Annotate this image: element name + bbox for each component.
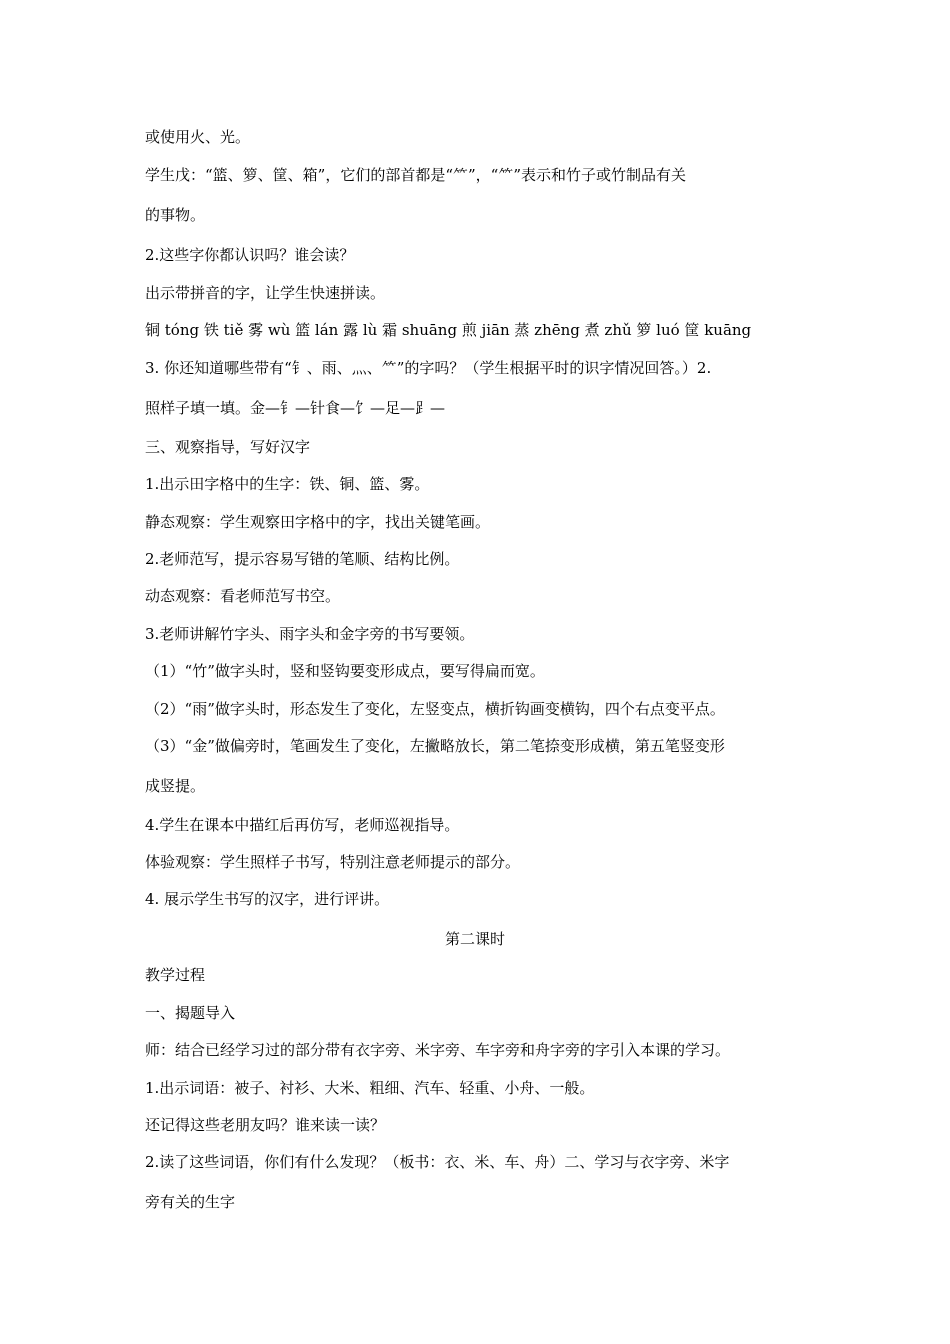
text-line: 2.老师范写，提示容易写错的笔顺、结构比例。	[145, 550, 460, 568]
text-line: （2）“雨”做字头时，形态发生了变化，左竖变点，横折钩画变横钩，四个右点变平点。	[145, 700, 725, 718]
section-heading: 一、揭题导入	[145, 1004, 236, 1022]
text-line: 2.读了这些词语，你们有什么发现？（板书：衣、米、车、舟）二、学习与衣字旁、米字	[145, 1153, 730, 1171]
text-line: 或使用火、光。	[145, 128, 251, 146]
lesson-heading: 第二课时	[444, 930, 505, 948]
text-line: 静态观察：学生观察田字格中的字，找出关键笔画。	[145, 513, 491, 531]
text-line: 2.这些字你都认识吗？谁会读？	[145, 246, 355, 264]
text-line: 师：结合已经学习过的部分带有衣字旁、米字旁、车字旁和舟字旁的字引入本课的学习。	[145, 1041, 731, 1059]
text-line: 1.出示田字格中的生字：铁、铜、篮、雾。	[145, 475, 430, 493]
text-line: 成竖提。	[145, 777, 206, 795]
text-line: （1）“竹”做字头时，竖和竖钩要变形成点，要写得扁而宽。	[145, 662, 545, 680]
text-line: 3.老师讲解竹字头、雨字头和金字旁的书写要领。	[145, 625, 475, 643]
text-line: 4. 展示学生书写的汉字，进行评讲。	[145, 890, 390, 908]
text-line: 1.出示词语：被子、衬衫、大米、粗细、汽车、轻重、小舟、一般。	[145, 1079, 595, 1097]
text-line: 的事物。	[145, 206, 206, 224]
text-line: 照样子填一填。金—钅—针食—饣—足—⻊—	[145, 399, 446, 417]
text-line: 还记得这些老朋友吗？谁来读一读？	[145, 1116, 386, 1134]
text-line: 体验观察：学生照样子书写，特别注意老师提示的部分。	[145, 853, 521, 871]
text-line: 旁有关的生字	[145, 1193, 236, 1211]
section-heading: 三、观察指导，写好汉字	[145, 438, 311, 456]
text-line: （3）“金”做偏旁时，笔画发生了变化，左撇略放长，第二笔捺变形成横，第五笔竖变形	[145, 737, 725, 755]
section-heading: 教学过程	[145, 966, 206, 984]
text-line: 动态观察：看老师范写书空。	[145, 587, 341, 605]
pinyin-line: 铜 tóng 铁 tiě 雾 wù 篮 lán 露 lù 霜 shuāng 煎 jiān 蒸 zhēng 煮 zhǔ 箩 luó 筐 kuāng	[145, 321, 752, 339]
text-line: 学生戊：“篮、箩、筐、箱”，它们的部首都是“⺮”，“⺮”表示和竹子或竹制品有关	[145, 166, 687, 184]
text-line: 3. 你还知道哪些带有“钅、雨、灬、⺮”的字吗？（学生根据平时的识字情况回答。）2.	[145, 359, 712, 377]
text-line: 4.学生在课本中描红后再仿写，老师巡视指导。	[145, 816, 460, 834]
text-line: 出示带拼音的字，让学生快速拼读。	[145, 284, 386, 302]
